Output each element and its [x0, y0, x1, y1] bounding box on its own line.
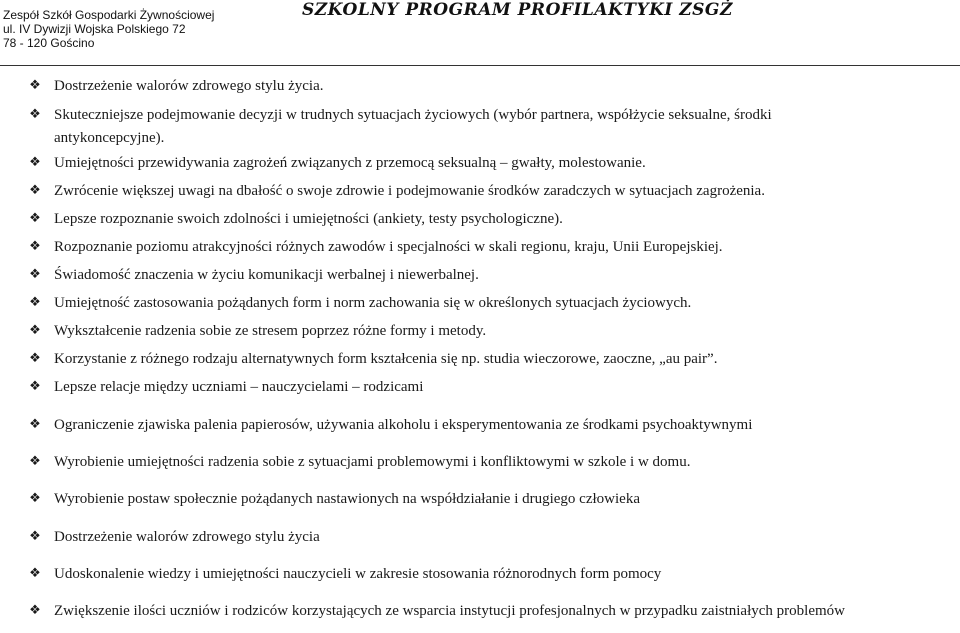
diamond-bullet-icon: ❖ — [29, 417, 41, 432]
list-item-text: Zwiększenie ilości uczniów i rodziców korzystających ze wsparcia instytucji profesjonalnych w przypadku zaistniałych problemów — [54, 603, 845, 619]
school-city: 78 - 120 Gościno — [3, 36, 95, 50]
diamond-bullet-icon: ❖ — [29, 454, 41, 469]
diamond-bullet-icon: ❖ — [29, 566, 41, 581]
diamond-bullet-icon: ❖ — [29, 295, 41, 310]
diamond-bullet-icon: ❖ — [29, 239, 41, 254]
program-title: SZKOLNY PROGRAM PROFILAKTYKI ZSGŻ — [302, 0, 733, 20]
diamond-bullet-icon: ❖ — [29, 78, 41, 93]
diamond-bullet-icon: ❖ — [29, 211, 41, 226]
diamond-bullet-icon: ❖ — [29, 529, 41, 544]
school-name: Zespół Szkół Gospodarki Żywnościowej — [3, 8, 215, 22]
list-item-text: Skuteczniejsze podejmowanie decyzji w trudnych sytuacjach życiowych (wybór partnera, współżycie seksualne, środki antykoncepcyjne). — [54, 107, 772, 146]
list-item-text: Lepsze relacje między uczniami – nauczycielami – rodzicami — [54, 379, 424, 395]
list-item-text: Dostrzeżenie walorów zdrowego stylu życia. — [54, 78, 324, 94]
list-item-text: Ograniczenie zjawiska palenia papierosów, używania alkoholu i eksperymentowania ze środkami psychoaktywnymi — [54, 417, 753, 433]
diamond-bullet-icon: ❖ — [29, 267, 41, 282]
diamond-bullet-icon: ❖ — [29, 351, 41, 366]
list-item-text: Zwrócenie większej uwagi na dbałość o swoje zdrowie i podejmowanie środków zaradczych w sytuacjach zagrożenia. — [54, 183, 765, 199]
diamond-bullet-icon: ❖ — [29, 183, 41, 198]
list-item-text: Wykształcenie radzenia sobie ze stresem poprzez różne formy i metody. — [54, 323, 487, 339]
list-item-text: Udoskonalenie wiedzy i umiejętności nauczycieli w zakresie stosowania różnorodnych form pomocy — [54, 566, 662, 582]
diamond-bullet-icon: ❖ — [29, 379, 41, 394]
list-item-text: Umiejętność zastosowania pożądanych form i norm zachowania się w określonych sytuacjach życiowych. — [54, 295, 692, 311]
diamond-bullet-icon: ❖ — [29, 603, 41, 618]
list-item-text: Wyrobienie postaw społecznie pożądanych nastawionych na współdziałanie i drugiego człowieka — [54, 491, 640, 507]
diamond-bullet-icon: ❖ — [29, 155, 41, 170]
list-item-text: Lepsze rozpoznanie swoich zdolności i umiejętności (ankiety, testy psychologiczne). — [54, 211, 563, 227]
diamond-bullet-icon: ❖ — [29, 491, 41, 506]
school-street: ul. IV Dywizji Wojska Polskiego 72 — [3, 22, 186, 36]
list-item-text: Umiejętności przewidywania zagrożeń związanych z przemocą seksualną – gwałty, molestowanie. — [54, 155, 646, 171]
diamond-bullet-icon: ❖ — [29, 323, 41, 338]
list-item-text: Wyrobienie umiejętności radzenia sobie z sytuacjami problemowymi i konfliktowymi w szkole i w domu. — [54, 454, 691, 470]
list-item-text: Rozpoznanie poziomu atrakcyjności różnych zawodów i specjalności w skali regionu, kraju, Unii Europejskiej. — [54, 239, 723, 255]
list-item-text: Dostrzeżenie walorów zdrowego stylu życia — [54, 529, 320, 545]
list-item-text: Świadomość znaczenia w życiu komunikacji werbalnej i niewerbalnej. — [54, 267, 479, 283]
diamond-bullet-icon: ❖ — [29, 107, 41, 122]
list-item-text: Korzystanie z różnego rodzaju alternatywnych form kształcenia się np. studia wieczorowe, zaoczne, „au pair”. — [54, 351, 718, 367]
